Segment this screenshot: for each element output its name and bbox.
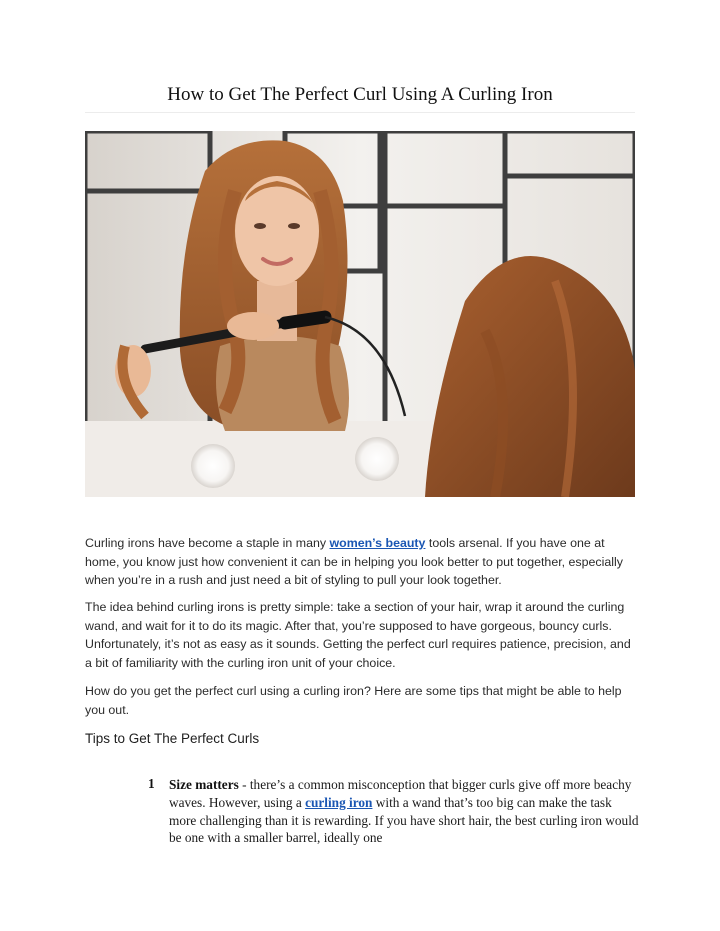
intro-text-start: Curling irons have become a staple in many xyxy=(85,536,330,550)
hero-photo xyxy=(85,131,635,497)
tips-heading: Tips to Get The Perfect Curls xyxy=(85,731,260,746)
list-item-number: 1 xyxy=(148,776,155,791)
question-paragraph: How do you get the perfect curl using a curling iron? Here are some tips that might be able to help you out. xyxy=(85,684,622,717)
document-title: How to Get The Perfect Curl Using A Curling Iron xyxy=(167,84,553,105)
idea-paragraph: The idea behind curling irons is pretty simple: take a section of your hair, wrap it around the curling wand, and wait for it to do its magic. After that, you’re supposed to have gorgeous, bouncy curls. Unfortunately, it’s not as easy as it sounds. Getting the perfect curl requires patience, precision, and a bit of familiarity with the curling iron unit of your choice. xyxy=(85,600,631,670)
intro-paragraph xyxy=(85,534,635,590)
list-item-term: Size matters xyxy=(169,777,239,792)
womens-beauty-link[interactable]: women’s beauty xyxy=(329,536,426,550)
curling-iron-link[interactable]: curling iron xyxy=(305,794,373,810)
intro-text-end: tools arsenal. If you have one at home, you know just how convenient it can be in helping you look better to put together, especially when you’re in a rush and just need a bit of styling to pull your look together. xyxy=(85,536,623,588)
title-divider xyxy=(85,112,635,113)
list-item-text-end: with a wand that’s too big can make the task more challenging than it is rewarding. If you have short hair, the best curling iron would be one with a smaller barrel, ideally one xyxy=(169,794,639,846)
list-item-text-start: - there’s a common misconception that bigger curls give off more beachy waves. However, using a xyxy=(169,777,632,810)
photo-woman-curling-hair-icon xyxy=(85,131,635,497)
list-item xyxy=(169,776,639,847)
